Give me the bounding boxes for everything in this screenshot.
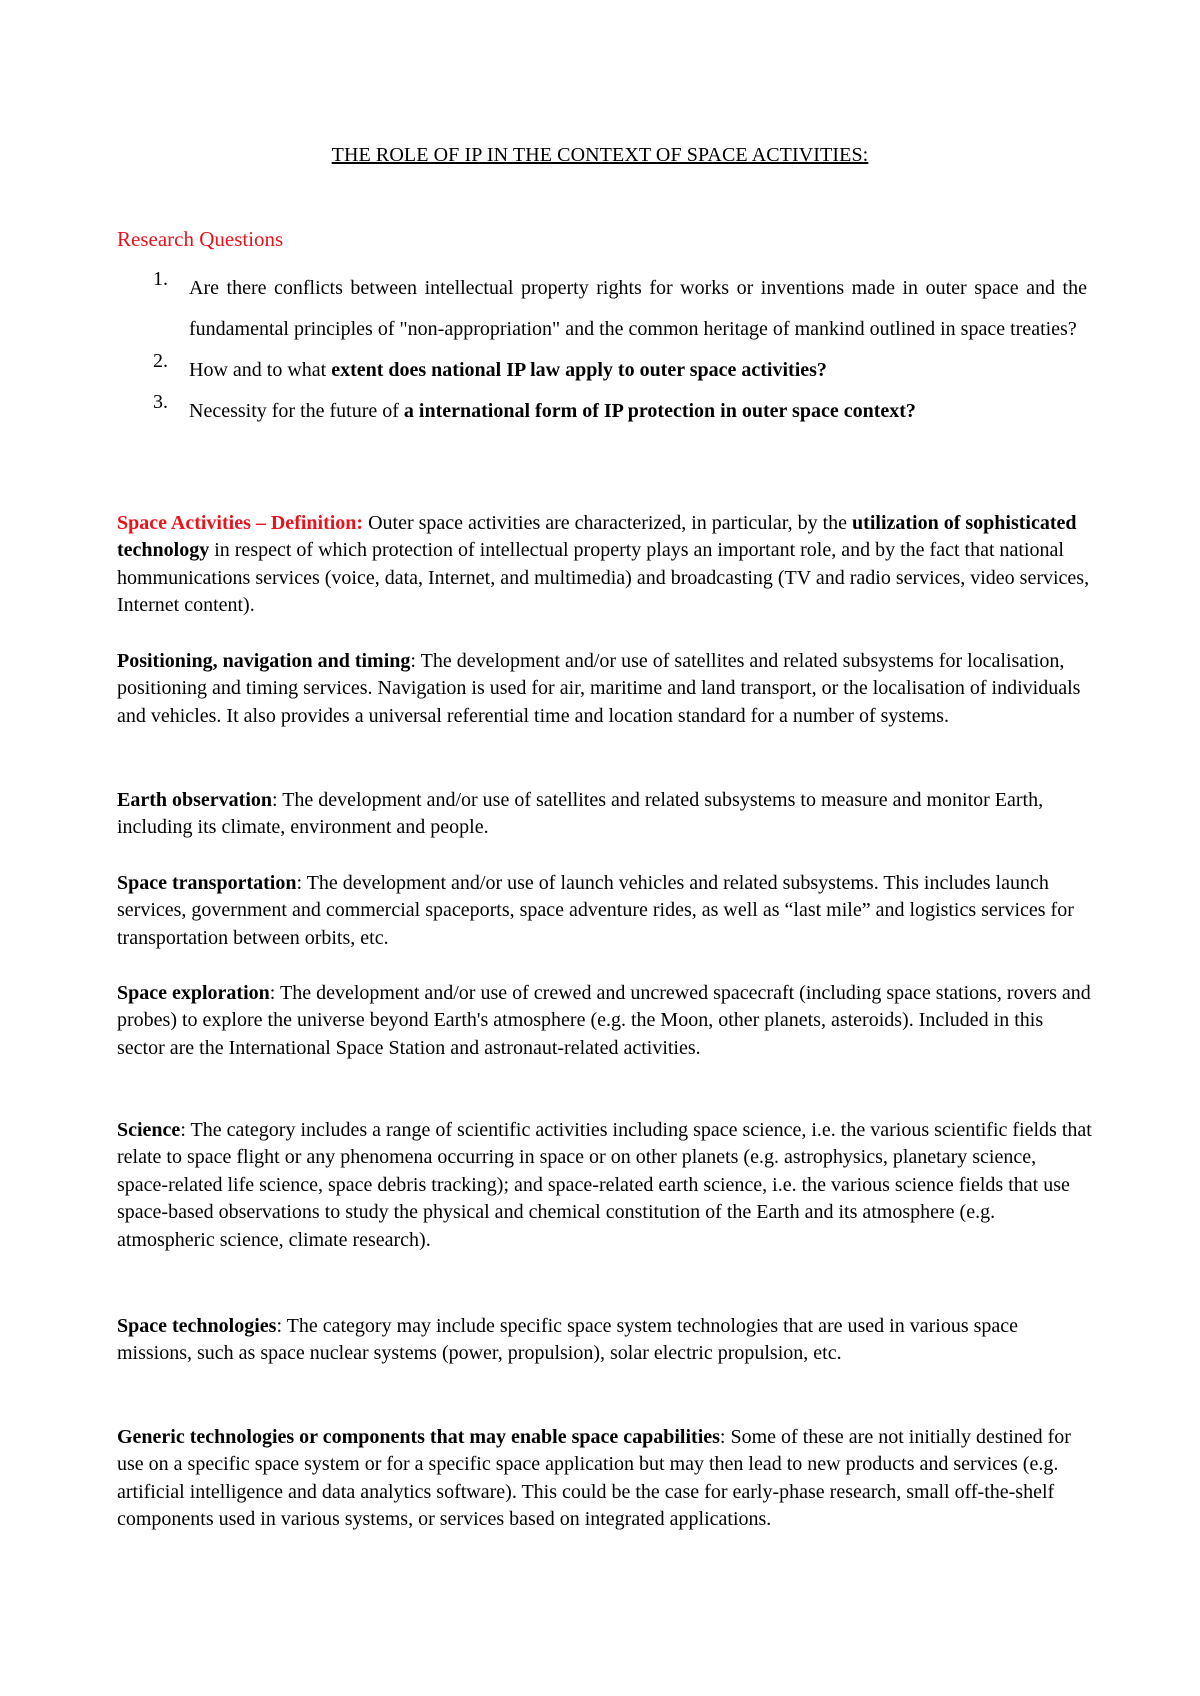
section-label: Generic technologies or components that may enable space capabilities xyxy=(117,1426,720,1448)
section-text: : The category includes a range of scientific activities including space science, i.e. the various scientific fields that relate to space flight or any phenomena occurring in space or on other planets (e.g. astrophysics, planetary science, space-related life science, space debris tracking); and space-related earth science, i.e. the various science fields that use space-based observations to study the physical and chemical constitution of the Earth and its atmosphere (e.g. atmospheric science, climate research). xyxy=(117,1119,1092,1251)
section-label: Space transportation xyxy=(117,872,297,894)
question-text: Necessity for the future of a international form of IP protection in outer space context? xyxy=(189,400,916,422)
section-label: Earth observation xyxy=(117,789,272,811)
section-text: : The development and/or use of satellites and related subsystems for localisation, positioning and timing services. Navigation is used for air, maritime and land transport, or the localisation of individuals and vehicles. It also provides a universal referential time and location standard for a number of systems. xyxy=(117,650,1081,727)
section-label: Space exploration xyxy=(117,982,270,1004)
question-text: How and to what extent does national IP law apply to outer space activities? xyxy=(189,359,827,381)
definition-label: Space Activities – Definition: xyxy=(117,512,364,534)
section-space-exploration xyxy=(117,980,1092,1062)
research-question-1 xyxy=(117,268,1087,350)
definition-emphasis: utilization of sophisticated technology xyxy=(117,512,1077,562)
section-earth-observation xyxy=(117,787,1092,842)
section-label: Space technologies xyxy=(117,1315,277,1337)
section-label: Positioning, navigation and timing xyxy=(117,650,411,672)
research-question-3 xyxy=(117,391,1087,432)
section-space-technologies xyxy=(117,1313,1092,1368)
list-number: 3. xyxy=(153,391,168,413)
section-science xyxy=(117,1117,1092,1254)
question-text: Are there conflicts between intellectual property rights for works or inventions made in outer space and the fundamental principles of "non-appropriation" and the common heritage of mankind outlined in space treaties? xyxy=(189,277,1087,340)
section-text: : The development and/or use of crewed and uncrewed spacecraft (including space stations, rovers and probes) to explore the universe beyond Earth's atmosphere (e.g. the Moon, other planets, asteroids). Included in this sector are the International Space Station and astronaut-related activities. xyxy=(117,982,1091,1059)
document-title: THE ROLE OF IP IN THE CONTEXT OF SPACE ACTIVITIES: xyxy=(331,144,869,166)
section-text: : The development and/or use of satellites and related subsystems to measure and monitor Earth, including its climate, environment and people. xyxy=(117,789,1044,839)
section-text: : Some of these are not initially destined for use on a specific space system or for a specific space application but may then lead to new products and services (e.g. artificial intelligence and data analytics software). This could be the case for early-phase research, small off-the-shelf components used in various systems, or services based on integrated applications. xyxy=(117,1426,1071,1531)
research-questions-list xyxy=(117,268,1087,432)
question-emphasis: a international form of IP protection in outer space context? xyxy=(403,400,916,422)
section-text: : The category may include specific space system technologies that are used in various space missions, such as space nuclear systems (power, propulsion), solar electric propulsion, etc. xyxy=(117,1315,1019,1365)
section-generic-technologies xyxy=(117,1424,1092,1534)
section-positioning xyxy=(117,648,1092,730)
section-text: : The development and/or use of launch vehicles and related subsystems. This includes launch services, government and commercial spaceports, space adventure rides, as well as “last mile” and logistics services for transportation between orbits, etc. xyxy=(117,872,1074,949)
list-number: 2. xyxy=(153,350,168,372)
research-questions-heading: Research Questions xyxy=(117,227,284,251)
section-label: Science xyxy=(117,1119,181,1141)
list-number: 1. xyxy=(153,268,168,290)
section-space-transportation xyxy=(117,870,1092,952)
definition-paragraph: Space Activities – Definition: Outer space activities are characterized, in particular, by the utilization of sophisticated technology in respect of which protection of intellectual property plays an important role, and by the fact that national hommunications services (voice, data, Internet, and multimedia) and broadcasting (TV and radio services, video services, Internet content). xyxy=(117,512,1090,617)
question-emphasis: extent does national IP law apply to outer space activities? xyxy=(331,359,827,381)
research-question-2 xyxy=(117,350,1087,391)
